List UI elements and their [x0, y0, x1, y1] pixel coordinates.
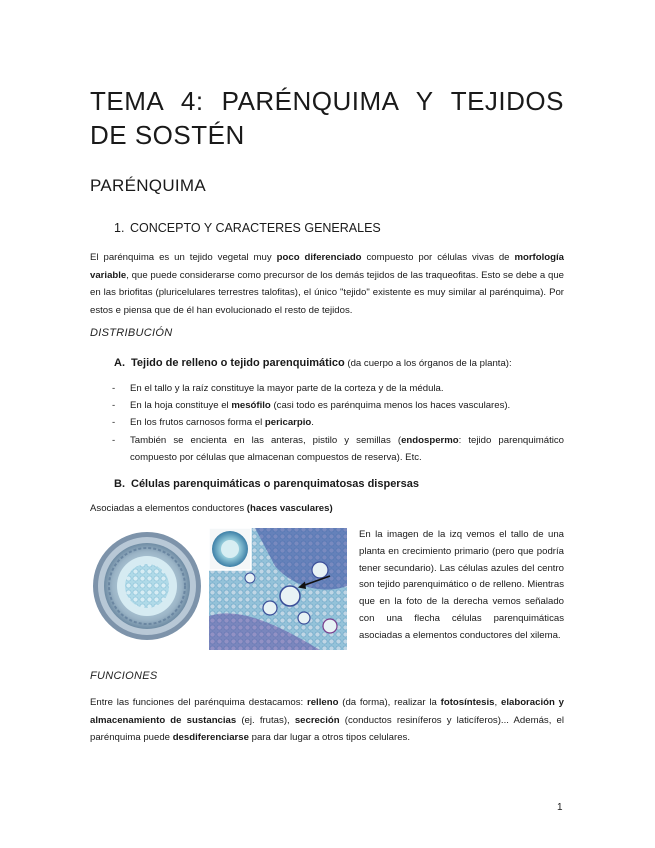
subheading-b-title: Células parenquimáticas o parenquimatosas dispersas — [131, 478, 419, 490]
intro-bold-2: morfología variable — [90, 252, 565, 281]
list-item-bold: pericarpio — [264, 417, 312, 429]
list-item — [112, 380, 564, 397]
dash-marker: - — [112, 400, 116, 412]
subheading-b-letter: B. — [114, 478, 125, 490]
funciones-text-3: , — [494, 697, 501, 708]
stem-section-image — [93, 532, 201, 640]
list-item-text: En la hoja constituye el — [130, 400, 232, 412]
list-item-text: En los frutos carnosos forma el — [130, 417, 265, 429]
asociadas-text: Asociadas a elementos conductores — [90, 503, 247, 514]
funciones-bold-3: elaboración y almacenamiento de sustancias — [90, 697, 564, 726]
subsection-number: 1. — [114, 221, 125, 235]
asociadas-line — [90, 500, 564, 518]
funciones-text-1: Entre las funciones del parénquima destacamos: — [90, 697, 307, 708]
list-item-bold: endospermo — [401, 434, 459, 446]
funciones-paragraph — [90, 694, 564, 747]
subheading-b — [114, 478, 419, 490]
funciones-bold-4: secreción — [294, 714, 340, 726]
dash-marker: - — [112, 417, 116, 429]
list-item — [112, 414, 564, 431]
intro-text-3: , que puede considerarse como precursor de los demás tejidos de las traqueofitas. Esto se debe a que en las briofitas (pluricelulares terrestres talofitas), el único "tejido" existente es muy similar al parénquima). Por estos e piensa que de él han evolucionado el resto de tejidos. — [90, 269, 564, 316]
distribucion-heading: DISTRIBUCIÓN — [90, 327, 173, 339]
list-item — [112, 397, 564, 414]
list-item — [112, 432, 564, 466]
list-item-bold: mesófilo — [231, 400, 271, 412]
asociadas-bold: (haces vasculares) — [246, 503, 333, 514]
micrograph-figure — [90, 526, 347, 650]
page-number: 1 — [557, 802, 563, 813]
list-item-text: También se encienta en las anteras, pistilo y semillas ( — [130, 434, 402, 446]
section-heading: PARÉNQUIMA — [90, 176, 207, 195]
funciones-heading: FUNCIONES — [90, 670, 158, 682]
list-item-text: . — [311, 417, 314, 429]
funciones-text-5: (conductos resiníferos y laticíferos)... Además, el parénquima puede — [90, 714, 564, 744]
list-item-text: (casi todo es parénquima menos los haces vasculares). — [270, 400, 511, 412]
intro-bold-1: poco diferenciado — [276, 252, 362, 263]
funciones-bold-2: fotosíntesis — [440, 697, 495, 708]
intro-text-2: compuesto por células vivas de — [361, 252, 515, 263]
distribution-list — [112, 380, 564, 466]
page-title: TEMA 4: PARÉNQUIMA Y TEJIDOS DE SOSTÉN — [90, 86, 564, 150]
subsection-heading — [114, 221, 381, 235]
funciones-bold-1: relleno — [306, 697, 339, 708]
xylem-detail-image — [209, 528, 347, 650]
subheading-a — [114, 357, 512, 369]
funciones-text-4: (ej. frutas), — [236, 714, 295, 726]
intro-paragraph — [90, 249, 564, 319]
list-item-text: En el tallo y la raíz constituye la mayor parte de la corteza y de la médula. — [130, 383, 444, 394]
intro-text-1: El parénquima es un tejido vegetal muy — [90, 252, 277, 263]
funciones-text-2: (da forma), realizar la — [338, 697, 441, 708]
subheading-a-title: Tejido de relleno o tejido parenquimático — [131, 357, 345, 369]
figure-caption: En la imagen de la izq vemos el tallo de una planta en crecimiento primario (pero que podría tener secundario). Las células azules del centro son tejido parenquimático o de relleno. Mientras que en la foto de la derecha vemos señalado con una flecha células parenquimáticas asociadas a elementos conductores del xilema. — [359, 529, 564, 641]
subheading-a-rest: (da cuerpo a los órganos de la planta): — [344, 358, 512, 369]
list-item-text: : tejido parenquimático compuesto por células que almacenan compuestos de reserva). Etc. — [130, 434, 564, 463]
subsection-title: CONCEPTO Y CARACTERES GENERALES — [130, 221, 381, 235]
funciones-bold-5: desdiferenciarse — [172, 732, 249, 744]
funciones-text-6: para dar lugar a otros tipos celulares. — [248, 732, 410, 744]
dash-marker: - — [112, 434, 116, 446]
dash-marker: - — [112, 383, 116, 394]
subheading-a-letter: A. — [114, 357, 125, 369]
